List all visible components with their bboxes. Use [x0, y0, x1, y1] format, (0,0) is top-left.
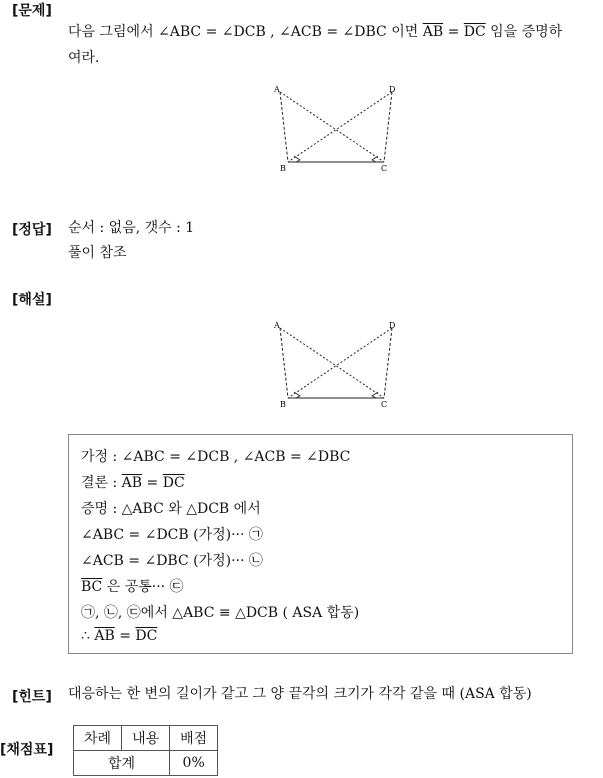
- point-a-label: A: [274, 85, 280, 94]
- scoring-table: [73, 725, 218, 776]
- scoring-total-label: 합계: [74, 751, 170, 776]
- proof-conclusion: 결론 : $\overline{AB} = \overline{DC}$: [81, 475, 185, 491]
- explanation-heading: [해설]: [12, 292, 52, 308]
- proof-step-3: $\overline{BC}$ 은 공통··· ㉢: [81, 579, 184, 595]
- scoring-col-content: 내용: [122, 726, 170, 751]
- proof-assumption: 가정 : ∠ABC = ∠DCB , ∠ACB = ∠DBC: [81, 449, 351, 465]
- point-d-label: D: [389, 321, 396, 330]
- scoring-total-value: 0%: [170, 751, 218, 776]
- problem-line-2: 여라.: [68, 50, 100, 66]
- point-b-label: B: [280, 164, 286, 173]
- point-c-label: C: [381, 400, 388, 409]
- problem-heading: [문제]: [12, 3, 52, 19]
- scoring-col-points: 배점: [170, 726, 218, 751]
- scoring-col-order: 차례: [74, 726, 122, 751]
- hint-heading: [힌트]: [12, 689, 52, 705]
- hint-text: 대응하는 한 변의 길이가 같고 그 양 끝각의 크기가 각각 같을 때 (ASA 합동): [68, 686, 532, 702]
- segment-dc: $\overline{DC}$: [463, 24, 486, 40]
- problem-figure: [270, 80, 402, 176]
- proof-step-4: ㉠, ㉡, ㉢에서 △ABC ≡ △DCB ( ASA 합동): [81, 605, 360, 621]
- point-a-label: A: [274, 321, 280, 330]
- scoring-heading: [채점표]: [0, 742, 54, 758]
- problem-line-1: 다음 그림에서 ∠ABC = ∠DCB , ∠ACB = ∠DBC 이면 $\overline{AB} = \overline{DC}$ 임을 증명하: [68, 24, 563, 40]
- segment-ab: $\overline{AB}$: [422, 24, 444, 40]
- answer-heading: [정답]: [12, 222, 52, 238]
- point-c-label: C: [381, 164, 388, 173]
- answer-line-1: 순서 : 없음, 갯수 : 1: [68, 220, 195, 236]
- proof-step-2: ∠ACB = ∠DBC (가정)··· ㉡: [81, 553, 263, 569]
- explanation-figure: [270, 316, 402, 412]
- proof-box: [68, 434, 573, 654]
- table-row: [74, 751, 218, 776]
- proof-intro: 증명 : △ABC 와 △DCB 에서: [81, 501, 261, 517]
- point-d-label: D: [389, 85, 396, 94]
- proof-therefore: ∴ $\overline{AB} = \overline{DC}$: [81, 628, 158, 644]
- table-row: [74, 726, 218, 751]
- point-b-label: B: [280, 400, 286, 409]
- answer-line-2: 풀이 참조: [68, 245, 127, 261]
- proof-step-1: ∠ABC = ∠DCB (가정)··· ㉠: [81, 527, 263, 543]
